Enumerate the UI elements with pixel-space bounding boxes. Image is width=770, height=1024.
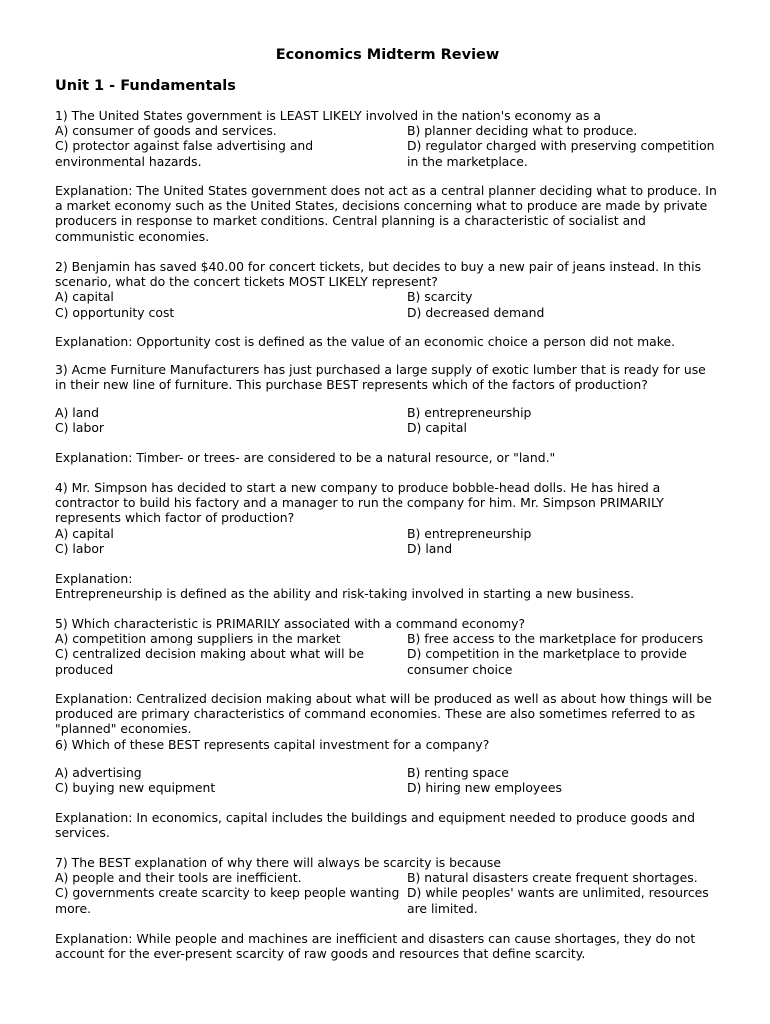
option-d: D) while peoples' wants are unlimited, resources are limited.: [407, 885, 709, 916]
option-b: B) entrepreneurship: [407, 525, 532, 541]
option-a: A) competition among suppliers in the market: [55, 631, 341, 647]
question-5: [55, 616, 720, 677]
explanation-2: Explanation: Opportunity cost is defined as the value of an economic choice a person did not make.: [55, 334, 676, 349]
option-a: A) people and their tools are inefficient.: [55, 870, 302, 886]
question-stem: 1) The United States government is LEAST LIKELY involved in the nation's economy as a: [55, 108, 601, 123]
explanation-7: Explanation: While people and machines are inefficient and disasters can cause shortages, they do not account for the ever-present scarcity of raw goods and resources that define scarcity.: [55, 931, 696, 962]
option-d: D) decreased demand: [407, 304, 545, 320]
question-3-options: [55, 405, 720, 435]
option-d: D) land: [407, 540, 453, 556]
question-stem: 4) Mr. Simpson has decided to start a new company to produce bobble-head dolls. He has hired a contractor to build his factory and a manager to run the company for him. Mr. Simpson PRIMARILY represents which factor of production?: [55, 480, 664, 526]
question-3: [55, 362, 720, 392]
explanation-text: Entrepreneurship is defined as the ability and risk-taking involved in starting a new business.: [55, 586, 635, 602]
option-b: B) planner deciding what to produce.: [407, 123, 638, 139]
unit-heading: Unit 1 - Fundamentals: [55, 78, 236, 94]
document-title: Economics Midterm Review: [275, 47, 500, 63]
explanation-1: Explanation: The United States government does not act as a central planner deciding what to produce. In a market economy such as the United States, decisions concerning what to produce are made by private producers in response to market conditions. Central planning is a characteristic of socialist and communistic economies.: [55, 183, 717, 244]
option-a: A) capital: [55, 289, 114, 305]
explanation-6: Explanation: In economics, capital includes the buildings and equipment needed to produce goods and services.: [55, 810, 696, 841]
option-d: D) hiring new employees: [407, 780, 562, 796]
explanation-5: Explanation: Centralized decision making about what will be produced as well as about how things will be produced are primary characteristics of command economies. These are also sometimes referred to as "planned" economies.: [55, 691, 712, 737]
explanation-3: Explanation: Timber- or trees- are considered to be a natural resource, or "land.": [55, 450, 556, 465]
option-b: B) entrepreneurship: [407, 405, 532, 420]
question-6: [55, 737, 720, 752]
option-c: C) labor: [55, 540, 104, 556]
question-4: [55, 480, 720, 556]
option-a: A) land: [55, 405, 100, 420]
option-a: A) consumer of goods and services.: [55, 123, 277, 139]
question-stem: 5) Which characteristic is PRIMARILY associated with a command economy?: [55, 616, 526, 631]
question-6-options: [55, 765, 720, 795]
question-stem: 2) Benjamin has saved $40.00 for concert tickets, but decides to buy a new pair of jeans instead. In this scenario, what do the concert tickets MOST LIKELY represent?: [55, 259, 702, 290]
option-a: A) advertising: [55, 765, 142, 780]
question-1: [55, 108, 720, 169]
option-d: D) capital: [407, 420, 467, 436]
option-c: C) buying new equipment: [55, 780, 216, 796]
option-b: B) natural disasters create frequent shortages.: [407, 870, 698, 886]
question-stem: 7) The BEST explanation of why there will always be scarcity is because: [55, 855, 502, 870]
option-b: B) renting space: [407, 765, 509, 780]
option-c: C) labor: [55, 420, 104, 436]
option-a: A) capital: [55, 525, 114, 541]
explanation-label: Explanation:: [55, 571, 133, 586]
question-7: [55, 855, 720, 916]
option-c: C) governments create scarcity to keep people wanting more.: [55, 885, 400, 916]
option-d: D) regulator charged with preserving competition in the marketplace.: [407, 138, 715, 169]
option-c: C) centralized decision making about what will be produced: [55, 646, 364, 677]
explanation-4: [55, 571, 720, 601]
question-2: [55, 259, 720, 320]
option-b: B) free access to the marketplace for producers: [407, 631, 704, 647]
option-c: C) protector against false advertising and environmental hazards.: [55, 138, 314, 169]
option-c: C) opportunity cost: [55, 304, 175, 320]
question-stem: 6) Which of these BEST represents capital investment for a company?: [55, 737, 490, 752]
option-d: D) competition in the marketplace to provide consumer choice: [407, 646, 687, 677]
question-stem: 3) Acme Furniture Manufacturers has just purchased a large supply of exotic lumber that is ready for use in their new line of furniture. This purchase BEST represents which of the factors of production?: [55, 362, 706, 393]
option-b: B) scarcity: [407, 289, 473, 305]
